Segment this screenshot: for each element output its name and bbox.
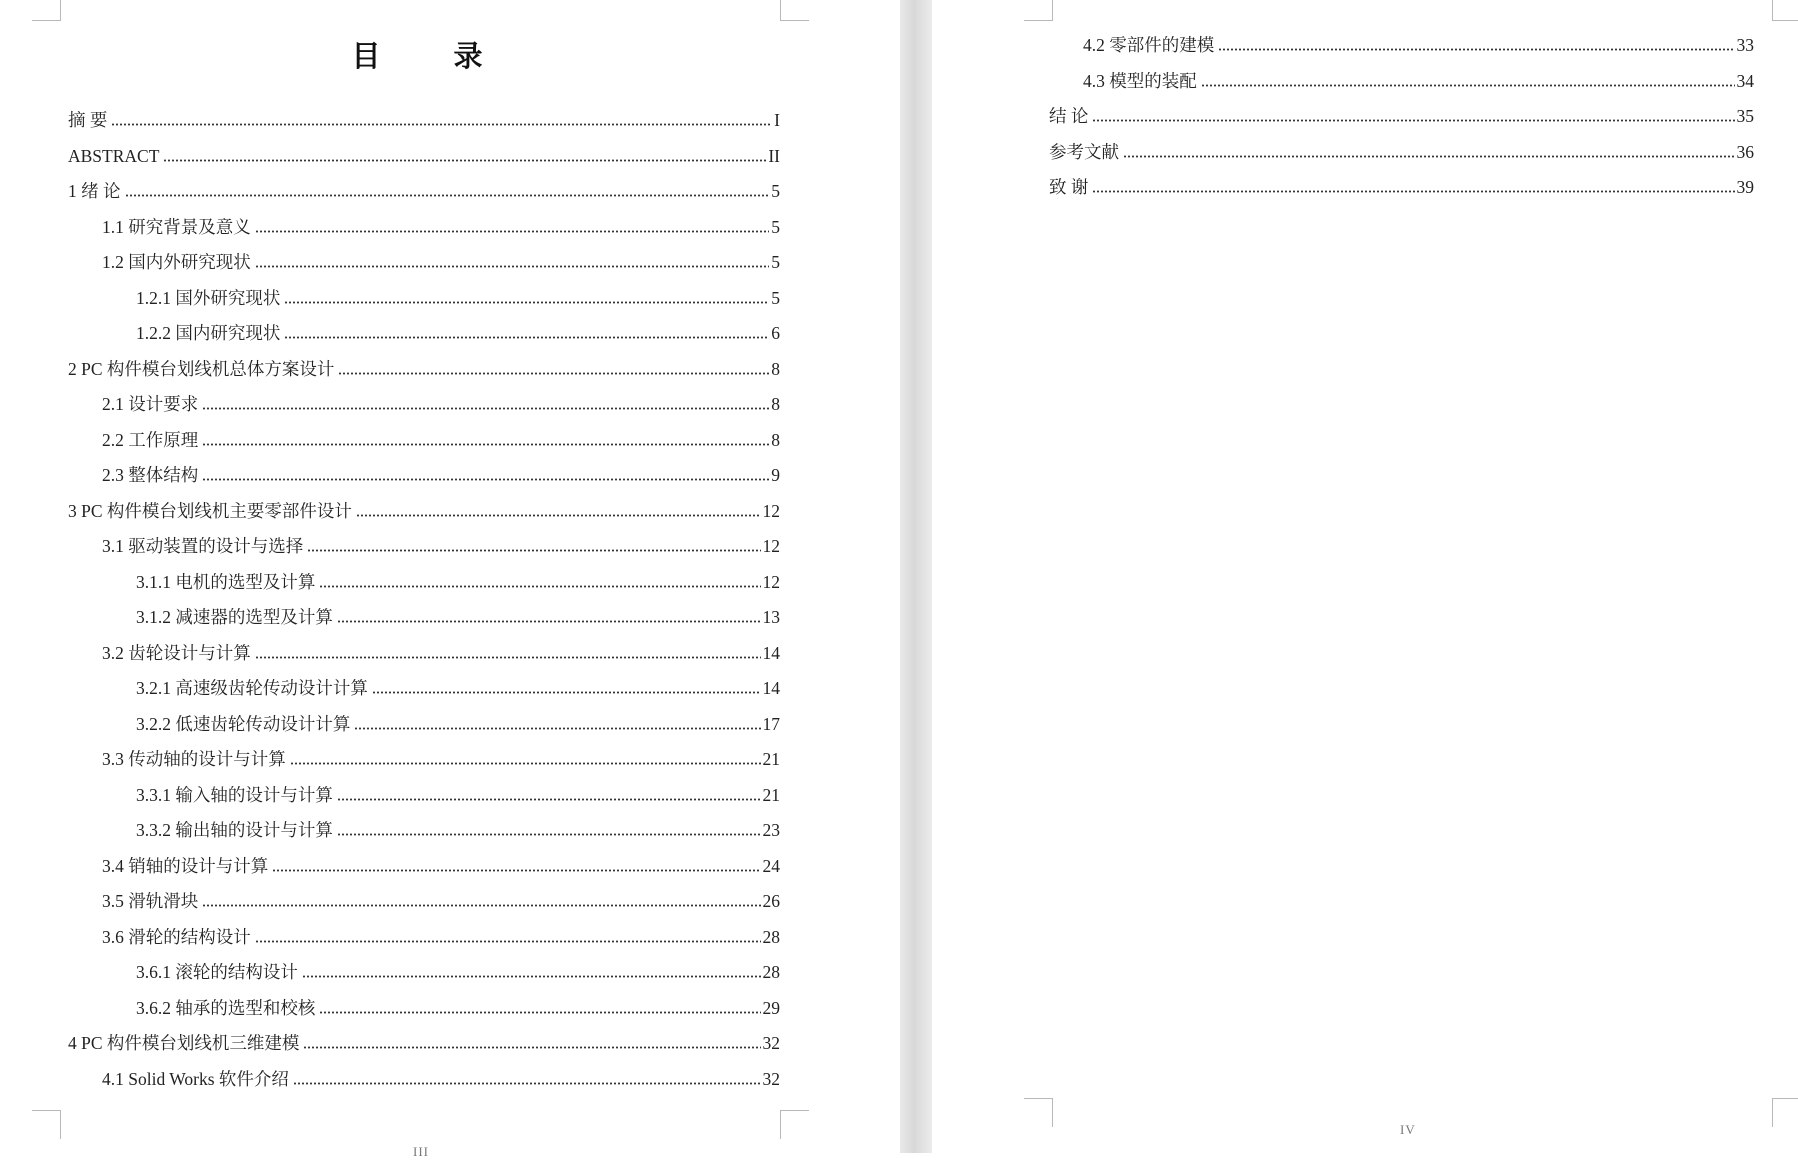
toc-entry[interactable] bbox=[136, 286, 780, 310]
toc-dot-leader bbox=[272, 848, 760, 872]
toc-dot-leader bbox=[303, 1025, 760, 1049]
toc-dot-leader bbox=[372, 670, 761, 694]
toc-dot-leader bbox=[293, 1061, 761, 1085]
toc-entry-title: 参考文献 bbox=[1049, 141, 1119, 162]
toc-dot-leader bbox=[354, 706, 760, 730]
toc-dot-leader bbox=[319, 564, 760, 588]
toc-entry-page-number: 26 bbox=[762, 891, 780, 911]
toc-entry-page-number: 35 bbox=[1736, 106, 1754, 126]
toc-entry[interactable] bbox=[136, 960, 780, 984]
toc-entry[interactable] bbox=[68, 144, 780, 168]
toc-entry-page-number: 5 bbox=[771, 287, 780, 308]
toc-entry[interactable] bbox=[102, 463, 780, 487]
toc-dot-leader bbox=[1218, 27, 1734, 51]
toc-entry[interactable] bbox=[102, 747, 780, 771]
toc-dot-leader bbox=[284, 280, 769, 304]
toc-dot-leader bbox=[255, 919, 761, 943]
toc-entry[interactable] bbox=[136, 783, 780, 807]
toc-entry[interactable] bbox=[136, 570, 780, 594]
toc-entry-title: 4.2 零部件的建模 bbox=[1083, 35, 1215, 55]
toc-entry-title: 3.1 驱动装置的设计与选择 bbox=[102, 536, 304, 556]
toc-entry-title: 3.3.2 输出轴的设计与计算 bbox=[136, 820, 333, 840]
toc-dot-leader bbox=[307, 528, 760, 552]
margin-corner-mark bbox=[1772, 1098, 1798, 1127]
toc-entry[interactable] bbox=[1049, 140, 1754, 164]
margin-corner-mark bbox=[780, 0, 809, 21]
toc-dot-leader bbox=[337, 599, 761, 623]
margin-corner-mark bbox=[780, 1110, 809, 1139]
toc-dot-leader bbox=[302, 954, 761, 978]
toc-entry-title: 3.2.2 低速齿轮传动设计计算 bbox=[136, 713, 351, 734]
toc-entry[interactable] bbox=[1083, 33, 1754, 57]
toc-entry-title: 2 PC 构件模台划线机总体方案设计 bbox=[68, 358, 335, 379]
toc-dot-leader bbox=[163, 138, 766, 162]
toc-entry-title: 摘 要 bbox=[68, 110, 108, 130]
toc-entry-title: 3.1.2 减速器的选型及计算 bbox=[136, 607, 333, 627]
toc-entry[interactable] bbox=[102, 889, 780, 913]
toc-entry-page-number: 12 bbox=[762, 500, 780, 521]
toc-dot-leader bbox=[284, 315, 769, 339]
toc-entry-title: 4.1 Solid Works 软件介绍 bbox=[102, 1068, 289, 1089]
toc-entry-page-number: 14 bbox=[762, 678, 780, 698]
toc-entry-page-number: 32 bbox=[762, 1033, 780, 1053]
toc-entry-page-number: 14 bbox=[762, 642, 780, 663]
toc-dot-leader bbox=[319, 990, 760, 1014]
toc-dot-leader bbox=[338, 351, 769, 375]
toc-entry[interactable] bbox=[68, 1031, 780, 1055]
toc-entry-page-number: 12 bbox=[762, 536, 780, 556]
toc-entry-title: 1 绪 论 bbox=[68, 181, 121, 201]
toc-entry[interactable] bbox=[102, 854, 780, 878]
toc-entry-page-number: 21 bbox=[762, 784, 780, 805]
toc-entry-page-number: 13 bbox=[762, 607, 780, 627]
toc-entry-page-number: 12 bbox=[762, 571, 780, 592]
toc-entry[interactable] bbox=[102, 534, 780, 558]
toc-entry-page-number: 29 bbox=[762, 997, 780, 1018]
toc-dot-leader bbox=[1201, 63, 1735, 87]
toc-dot-leader bbox=[125, 173, 770, 197]
toc-entry[interactable] bbox=[1049, 175, 1754, 199]
toc-entry-page-number: 8 bbox=[771, 358, 780, 379]
toc-entry-page-number: 5 bbox=[771, 252, 780, 272]
toc-entry[interactable] bbox=[68, 108, 780, 132]
toc-entry-page-number: 8 bbox=[771, 394, 780, 414]
toc-entry[interactable] bbox=[68, 179, 780, 203]
toc-entry-page-number: II bbox=[768, 145, 780, 166]
margin-corner-mark bbox=[1024, 1098, 1053, 1127]
toc-entry-page-number: 34 bbox=[1736, 70, 1754, 91]
toc-entry[interactable] bbox=[102, 925, 780, 949]
toc-entry-title: 4.3 模型的装配 bbox=[1083, 70, 1197, 91]
page-number-right: IV bbox=[1400, 1122, 1416, 1137]
toc-entry-title: 3.2 齿轮设计与计算 bbox=[102, 642, 251, 663]
toc-entry-title: 1.1 研究背景及意义 bbox=[102, 216, 251, 237]
toc-entry-title: 3.5 滑轨滑块 bbox=[102, 891, 199, 911]
toc-entry[interactable] bbox=[136, 676, 780, 700]
toc-dot-leader bbox=[1092, 169, 1734, 193]
toc-entry-title: 3.4 销轴的设计与计算 bbox=[102, 855, 269, 876]
toc-entry-title: 2.3 整体结构 bbox=[102, 465, 199, 485]
toc-entry-title: 3.2.1 高速级齿轮传动设计计算 bbox=[136, 678, 368, 698]
toc-entry[interactable] bbox=[136, 996, 780, 1020]
toc-entry-title: ABSTRACT bbox=[68, 145, 160, 166]
toc-entry-title: 4 PC 构件模台划线机三维建模 bbox=[68, 1033, 300, 1053]
toc-entry-page-number: 28 bbox=[762, 962, 780, 982]
toc-entry-page-number: 6 bbox=[771, 323, 780, 343]
toc-entry-page-number: 28 bbox=[762, 926, 780, 947]
toc-entry-page-number: 17 bbox=[762, 713, 780, 734]
toc-entry-title: 1.2.2 国内研究现状 bbox=[136, 323, 281, 343]
toc-entry[interactable] bbox=[102, 428, 780, 452]
margin-corner-mark bbox=[32, 1110, 61, 1139]
toc-entry-title: 3.6 滑轮的结构设计 bbox=[102, 926, 251, 947]
toc-entry-title: 结 论 bbox=[1049, 106, 1089, 126]
margin-corner-mark bbox=[32, 0, 61, 21]
toc-entry-page-number: 33 bbox=[1736, 35, 1754, 55]
margin-corner-mark bbox=[1772, 0, 1798, 21]
page-number-left: III bbox=[413, 1144, 429, 1159]
page-gutter bbox=[900, 0, 932, 1153]
toc-dot-leader bbox=[337, 812, 761, 836]
toc-entry-title: 3.6.1 滚轮的结构设计 bbox=[136, 962, 298, 982]
toc-entry-page-number: 9 bbox=[771, 465, 780, 485]
toc-entry-page-number: 8 bbox=[771, 429, 780, 450]
toc-dot-leader bbox=[202, 386, 769, 410]
toc-entry-page-number: 36 bbox=[1736, 141, 1754, 162]
toc-dot-leader bbox=[255, 635, 761, 659]
toc-entry-page-number: 5 bbox=[771, 181, 780, 201]
toc-dot-leader bbox=[202, 422, 769, 446]
toc-entry[interactable] bbox=[136, 321, 780, 345]
toc-entry-title: 1.2 国内外研究现状 bbox=[102, 252, 251, 272]
toc-dot-leader bbox=[202, 457, 769, 481]
toc-entry[interactable] bbox=[136, 605, 780, 629]
toc-title: 目 录 bbox=[351, 41, 505, 73]
document-page-right bbox=[932, 0, 1798, 1153]
toc-entry-title: 致 谢 bbox=[1049, 177, 1089, 197]
toc-dot-leader bbox=[337, 777, 761, 801]
toc-entry[interactable] bbox=[136, 712, 780, 736]
toc-entry-title: 3.1.1 电机的选型及计算 bbox=[136, 571, 316, 592]
toc-dot-leader bbox=[255, 244, 770, 268]
toc-entry-page-number: 21 bbox=[762, 749, 780, 769]
toc-entry-page-number: 23 bbox=[762, 820, 780, 840]
toc-dot-leader bbox=[202, 883, 760, 907]
toc-entry-page-number: 5 bbox=[771, 216, 780, 237]
toc-dot-leader bbox=[356, 493, 761, 517]
toc-entry-page-number: 39 bbox=[1736, 177, 1754, 197]
toc-dot-leader bbox=[1092, 98, 1734, 122]
toc-entry[interactable] bbox=[102, 392, 780, 416]
toc-dot-leader bbox=[111, 102, 772, 126]
toc-entry[interactable] bbox=[102, 641, 780, 665]
toc-entry-page-number: 32 bbox=[762, 1068, 780, 1089]
toc-dot-leader bbox=[255, 209, 770, 233]
toc-entry[interactable] bbox=[136, 818, 780, 842]
toc-entry[interactable] bbox=[68, 357, 780, 381]
toc-entry-title: 3.6.2 轴承的选型和校核 bbox=[136, 997, 316, 1018]
margin-corner-mark bbox=[1024, 0, 1053, 21]
toc-entry-page-number: I bbox=[774, 110, 780, 130]
toc-entry[interactable] bbox=[102, 215, 780, 239]
toc-entry[interactable] bbox=[1083, 69, 1754, 93]
toc-entry-title: 3.3 传动轴的设计与计算 bbox=[102, 749, 286, 769]
toc-entry-title: 3 PC 构件模台划线机主要零部件设计 bbox=[68, 500, 352, 521]
toc-entry-title: 3.3.1 输入轴的设计与计算 bbox=[136, 784, 333, 805]
toc-dot-leader bbox=[1123, 134, 1735, 158]
toc-entry[interactable] bbox=[102, 250, 780, 274]
toc-entry-title: 2.2 工作原理 bbox=[102, 429, 199, 450]
toc-entry-title: 1.2.1 国外研究现状 bbox=[136, 287, 281, 308]
toc-entry-page-number: 24 bbox=[762, 855, 780, 876]
toc-entry-title: 2.1 设计要求 bbox=[102, 394, 199, 414]
toc-entry[interactable] bbox=[102, 1067, 780, 1091]
toc-dot-leader bbox=[290, 741, 761, 765]
toc-entry[interactable] bbox=[1049, 104, 1754, 128]
toc-entry[interactable] bbox=[68, 499, 780, 523]
